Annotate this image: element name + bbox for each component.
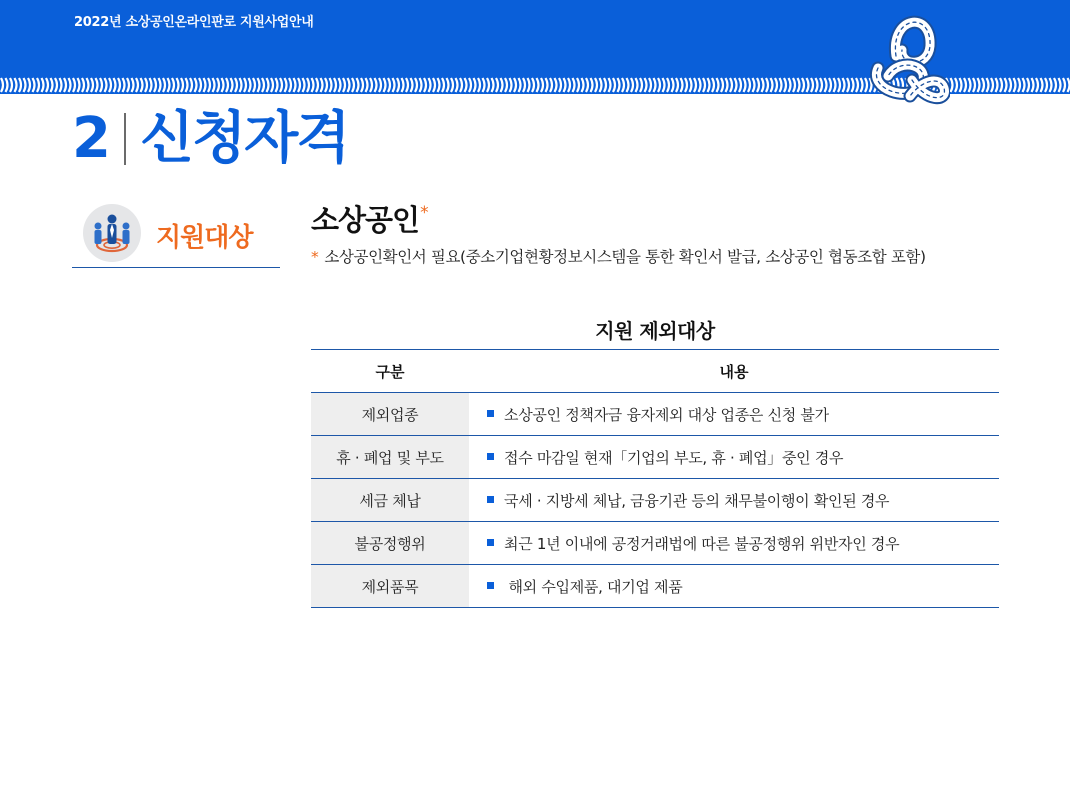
row-category: 제외업종: [311, 393, 469, 436]
eligibility-heading: [311, 198, 428, 239]
row-content-text: 접수 마감일 현재「기업의 부도, 휴 · 폐업」중인 경우: [504, 448, 844, 467]
header-content: 내용: [469, 350, 999, 393]
section-divider: [124, 113, 126, 165]
section-number: 2: [72, 106, 110, 171]
row-content: [469, 479, 999, 522]
bullet-icon: [487, 453, 494, 460]
eligibility-note-text: 소상공인확인서 필요(중소기업현황정보시스템을 통한 확인서 발급, 소상공인 협동조합 포함): [324, 248, 926, 266]
rope-knot-icon: [860, 6, 950, 112]
people-target-icon: [83, 204, 141, 262]
header-title: 2022년 소상공인온라인판로 지원사업안내: [74, 15, 314, 30]
bullet-icon: [487, 410, 494, 417]
table-row: [311, 565, 999, 608]
row-content: [469, 565, 999, 608]
table-row: [311, 436, 999, 479]
header-category: 구분: [311, 350, 469, 393]
bullet-icon: [487, 539, 494, 546]
row-content: [469, 522, 999, 565]
row-content-text: 국세 · 지방세 체납, 금융기관 등의 채무불이행이 확인된 경우: [504, 491, 890, 510]
table-header-row: [311, 350, 999, 393]
table-row: [311, 393, 999, 436]
row-content-text: 최근 1년 이내에 공정거래법에 따른 불공정행위 위반자인 경우: [504, 534, 900, 553]
target-label: 지원대상: [156, 223, 253, 253]
bullet-icon: [487, 582, 494, 589]
section-title: [72, 104, 348, 174]
row-content: [469, 393, 999, 436]
eligibility-note: [311, 245, 926, 267]
row-content-text: 해외 수입제품, 대기업 제품: [504, 577, 683, 596]
section-name: 신청자격: [139, 106, 349, 171]
row-content-text: 소상공인 정책자금 융자제외 대상 업종은 신청 불가: [504, 405, 829, 424]
bullet-icon: [487, 496, 494, 503]
target-label-block: [72, 200, 280, 268]
row-category: 휴 · 폐업 및 부도: [311, 436, 469, 479]
table-row: [311, 522, 999, 565]
row-category: 불공정행위: [311, 522, 469, 565]
note-asterisk: *: [311, 248, 319, 266]
heading-asterisk: *: [420, 203, 428, 223]
exclusion-table-title: 지원 제외대상: [595, 319, 715, 343]
row-category: 세금 체납: [311, 479, 469, 522]
exclusion-table: [311, 349, 999, 608]
eligibility-heading-text: 소상공인: [311, 203, 420, 237]
header-banner: [0, 0, 1070, 94]
row-category: 제외품목: [311, 565, 469, 608]
row-content: [469, 436, 999, 479]
table-row: [311, 479, 999, 522]
